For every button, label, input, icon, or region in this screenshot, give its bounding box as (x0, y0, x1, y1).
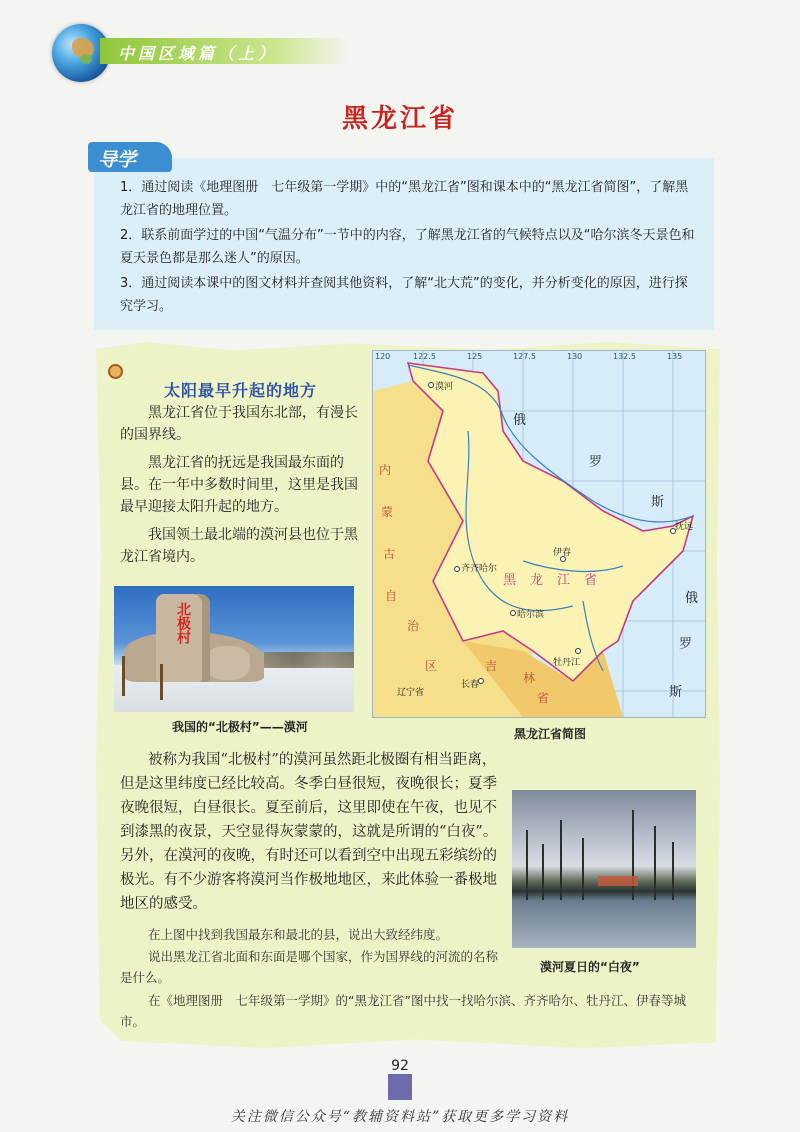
section-paragraph-2: 黑龙江省的抚远是我国最东面的县。在一年中多数时间里，这里是我国最早迎接太阳升起的地方。 (120, 455, 358, 515)
guide-item-2: 2．联系前面学过的中国“气温分布”一节中的内容，了解黑龙江省的气候特点以及“哈尔滨冬天景色和夏天景色都是那么迷人”的原因。 (120, 228, 695, 266)
map-label-russia-3: 斯 (651, 495, 665, 510)
section-paragraph-1: 黑龙江省位于我国东北部，有漫长的国界线。 (120, 405, 358, 443)
map-lon-2: 122.5 (413, 352, 436, 361)
question-1: 在上图中找到我国最东和最北的县，说出大致经纬度。 (148, 927, 449, 942)
map-label-liaoning: 辽宁省 (397, 688, 425, 698)
map-label-russia-east-1: 俄 (685, 591, 699, 606)
guide-item-3: 3．通过阅读本课中的图文材料并查阅其他资料，了解“北大荒”的变化，并分析变化的原因，进行探究学习。 (120, 276, 688, 314)
map-label-province: 黑龙江省 (503, 573, 612, 588)
map-label-russia-east-2: 罗 (679, 637, 693, 652)
series-title: 中国区域篇（上） (118, 44, 279, 63)
map-lon-4: 127.5 (513, 352, 536, 361)
guide-item-1: 1．通过阅读《地理图册 七年级第一学期》中的“黑龙江省”图和课本中的“黑龙江省简图”，了解黑龙江省的地理位置。 (120, 180, 689, 218)
guide-tag (88, 142, 172, 172)
map-city-yichun: 伊春 (553, 548, 572, 558)
map-lon-1: 120 (375, 352, 391, 361)
map-city-mudanjiang: 牡丹江 (553, 658, 581, 668)
map-label-im-5: 治 (407, 619, 420, 633)
series-banner (100, 38, 350, 64)
map-lon-7: 135 (667, 352, 683, 361)
beiji-village-photo (114, 586, 354, 712)
map-label-russia-east-3: 斯 (669, 685, 683, 700)
map-label-jilin-1: 吉 (485, 659, 498, 673)
map-caption: 黑龙江省简图 (514, 727, 587, 741)
map-city-fuyuan: 抚远 (675, 522, 694, 532)
section-title: 太阳最早升起的地方 (164, 381, 318, 400)
page-number-bar (388, 1074, 412, 1100)
map-lon-3: 125 (467, 352, 483, 361)
heilongjiang-map (372, 350, 706, 718)
map-label-im-4: 自 (385, 589, 398, 603)
page-title: 黑龙江省 (341, 104, 458, 134)
map-city-qiqihar: 齐齐哈尔 (461, 564, 498, 574)
body-paragraph: 被称为我国“北极村”的漠河虽然距北极圈有相当距离，但是这里纬度已经比较高。冬季白昼很短，夜晚很长；夏季夜晚很短，白昼很长。夏至前后，这里即使在午夜，也见不到漆黑的夜景，天空显得灰蒙蒙的，这就是所谓的“白夜”。另外，在漠河的夜晚，有时还可以看到空中出现五彩缤纷的极光。有不少游客将漠河当作极地地区，来此体验一番极地地区的感受。 (120, 752, 498, 912)
map-label-jilin-3: 省 (537, 691, 550, 705)
map-lon-5: 130 (567, 352, 583, 361)
guide-tag-label: 导学 (98, 149, 137, 171)
map-label-im-2: 蒙 (381, 505, 394, 519)
photo1-caption: 我国的“北极村”——漠河 (172, 720, 308, 734)
photo2-caption: 漠河夏日的“白夜” (540, 960, 640, 974)
footer-note: 关注微信公众号“教辅资料站”获取更多学习资料 (230, 1109, 570, 1125)
pin-icon (108, 364, 123, 379)
map-label-russia-1: 俄 (513, 413, 527, 428)
map-city-changchun: 长春 (461, 680, 480, 690)
map-city-harbin: 哈尔滨 (517, 610, 545, 620)
map-label-jilin-2: 林 (523, 671, 536, 685)
question-3: 在《地理图册 七年级第一学期》的“黑龙江省”图中找一找哈尔滨、齐齐哈尔、牡丹江、伊春等城市。 (120, 993, 686, 1029)
stone-engraving: 北极村 (175, 602, 191, 644)
page-number: 92 (391, 1058, 409, 1074)
question-2: 说出黑龙江省北面和东面是哪个国家，作为国界线的河流的名称是什么。 (120, 949, 499, 985)
guide-box (94, 158, 714, 330)
map-city-mohe: 漠河 (435, 382, 454, 392)
map-label-im-6: 区 (425, 659, 438, 673)
map-lon-6: 132.5 (613, 352, 636, 361)
map-label-russia-2: 罗 (589, 455, 603, 470)
map-label-im-1: 内 (379, 463, 392, 477)
section-paragraph-3: 我国领土最北端的漠河县也位于黑龙江省境内。 (120, 527, 358, 565)
map-label-im-3: 古 (383, 547, 396, 561)
white-night-photo (512, 790, 696, 948)
